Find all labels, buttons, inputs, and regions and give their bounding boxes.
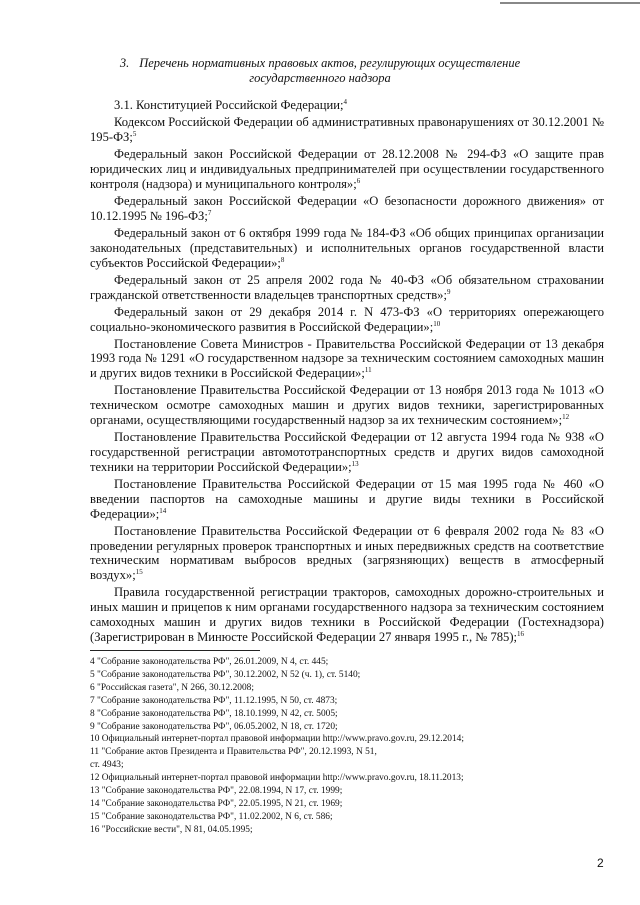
footnote-ref: 14 — [159, 506, 167, 515]
footnote-ref: 10 — [433, 319, 441, 328]
footnote-5: 5 "Собрание законодательства РФ", 30.12.2002, N 52 (ч. 1), ст. 5140; — [90, 669, 361, 680]
footnote-ref: 16 — [517, 629, 525, 638]
footnotes — [90, 656, 604, 837]
paragraph-text: Федеральный закон Российской Федерации от 28.12.2008 № 294-ФЗ «О защите прав юридических лиц и индивидуальных предпринимателей при осуществлении государственного контроля (надзора) и муниципального контроля»; — [90, 147, 604, 191]
paragraph-11 — [90, 477, 604, 521]
paragraph-text: Кодексом Российской Федерации об административных правонарушениях от 30.12.2001 № 195-ФЗ; — [90, 115, 604, 144]
footnote-ref: 13 — [351, 459, 359, 468]
footnote-ref: 9 — [446, 287, 451, 296]
section-heading — [80, 56, 560, 86]
footnote-6: 6 "Российская газета", N 266, 30.12.2008; — [90, 682, 254, 693]
paragraph-text: Постановление Правительства Российской Федерации от 6 февраля 2002 года № 83 «О проведении регулярных проверок транспортных и иных передвижных средств на соответствие техническим нормативам выбросов вредных (загрязняющих) веществ в атмосферный воздух»; — [90, 523, 604, 583]
footnote-9: 9 "Собрание законодательства РФ", 06.05.2002, N 18, ст. 1720; — [90, 721, 338, 732]
footnote-10: 10 Официальный интернет-портал правовой информации http://www.pravo.gov.ru, 29.12.2014; — [90, 734, 464, 745]
scan-artifact-line — [500, 2, 640, 4]
section-title: Перечень нормативных правовых актов, регулирующих осуществление государственного надзора — [139, 56, 521, 85]
document-body — [90, 98, 604, 647]
paragraph-9 — [90, 383, 604, 427]
paragraph-text: Постановление Правительства Российской Федерации от 15 мая 1995 года № 460 «О введении паспортов на самоходные машины и другие виды техники в Российской Федерации»; — [90, 477, 604, 521]
paragraph-text: Федеральный закон Российской Федерации «О безопасности дорожного движения» от 10.12.1995 № 196-ФЗ; — [90, 193, 604, 223]
paragraph-text: Постановление Правительства Российской Федерации от 12 августа 1994 года № 938 «О государственной регистрации автомототранспортных средств и других видов самоходной техники на территории Российской Федерации»; — [90, 430, 604, 474]
footnote-ref: 15 — [135, 568, 143, 577]
footnote-ref: 4 — [343, 98, 347, 106]
footnote-ref: 7 — [207, 208, 212, 217]
page-number: 2 — [597, 856, 604, 870]
paragraph-2 — [90, 115, 604, 145]
paragraph-text: Правила государственной регистрации тракторов, самоходных дорожно-строительных и иных машин и прицепов к ним органами государственного надзора за техническим состоянием самоходных машин и других видов техники в Российской Федерации (Гостехнадзора) (Зарегистрирован в Минюсте Российской Федерации 27 января 1995 г., № 785); — [90, 585, 604, 644]
footnote-16: 16 "Российские вести", N 81, 04.05.1995; — [90, 824, 253, 835]
footnote-7: 7 "Собрание законодательства РФ", 11.12.1995, N 50, ст. 4873; — [90, 695, 338, 706]
paragraph-7 — [90, 305, 604, 335]
paragraph-10 — [90, 430, 604, 474]
footnote-8: 8 "Собрание законодательства РФ", 18.10.1999, N 42, ст. 5005; — [90, 708, 338, 719]
section-number: 3. — [119, 56, 130, 70]
footnote-ref: 11 — [364, 366, 372, 375]
footnote-15: 15 "Собрание законодательства РФ", 11.02.2002, N 6, ст. 586; — [90, 811, 333, 822]
footnote-ref: 5 — [132, 129, 137, 138]
paragraph-4 — [90, 194, 604, 224]
footnote-ref: 8 — [280, 255, 285, 264]
footnote-4: 4 "Собрание законодательства РФ", 26.01.2009, N 4, ст. 445; — [90, 657, 329, 667]
paragraph-8 — [90, 337, 604, 381]
paragraph-13 — [90, 585, 604, 644]
paragraph-text: Федеральный закон от 29 декабря 2014 г. N 473-ФЗ «О территориях опережающего социально-экономического развития в Российской Федерации»; — [90, 304, 604, 334]
footnote-11-continued: ст. 4943; — [90, 760, 124, 771]
paragraph-5 — [90, 226, 604, 270]
paragraph-3 — [90, 147, 604, 191]
footnote-12: 12 Официальный интернет-портал правовой информации http://www.pravo.gov.ru, 18.11.2013; — [90, 773, 464, 784]
paragraph-text: Федеральный закон от 6 октября 1999 года № 184-ФЗ «Об общих принципах организации законодательных (представительных) и исполнительных органов государственной власти субъектов Российской Федерации»; — [90, 225, 604, 270]
footnote-ref: 12 — [562, 413, 570, 422]
footnote-14: 14 "Собрание законодательства РФ", 22.05.1995, N 21, ст. 1969; — [90, 798, 343, 809]
footnote-ref: 6 — [356, 176, 361, 185]
paragraph-text: 3.1. Конституцией Российской Федерации; — [114, 98, 344, 112]
footnote-11: 11 "Собрание актов Президента и Правительства РФ", 20.12.1993, N 51, — [90, 747, 377, 758]
footnote-separator — [90, 650, 260, 651]
paragraph-text: Федеральный закон от 25 апреля 2002 года № 40-ФЗ «Об обязательном страховании гражданской ответственности владельцев транспортных средств»; — [90, 272, 604, 302]
paragraph-text: Постановление Совета Министров - Правительства Российской Федерации от 13 декабря 1993 года № 1291 «О государственном надзоре за техническим состоянием самоходных машин и других видов техники в Российской Федерации»; — [90, 336, 604, 381]
paragraph-1 — [90, 98, 604, 113]
footnote-13: 13 "Собрание законодательства РФ", 22.08.1994, N 17, ст. 1999; — [90, 786, 343, 797]
paragraph-6 — [90, 273, 604, 303]
paragraph-12 — [90, 524, 604, 583]
paragraph-text: Постановление Правительства Российской Федерации от 13 ноября 2013 года № 1013 «О техническом осмотре самоходных машин и других видов техники, зарегистрированных органами, осуществляющими государственный надзор за их техническим состоянием»; — [90, 383, 604, 428]
